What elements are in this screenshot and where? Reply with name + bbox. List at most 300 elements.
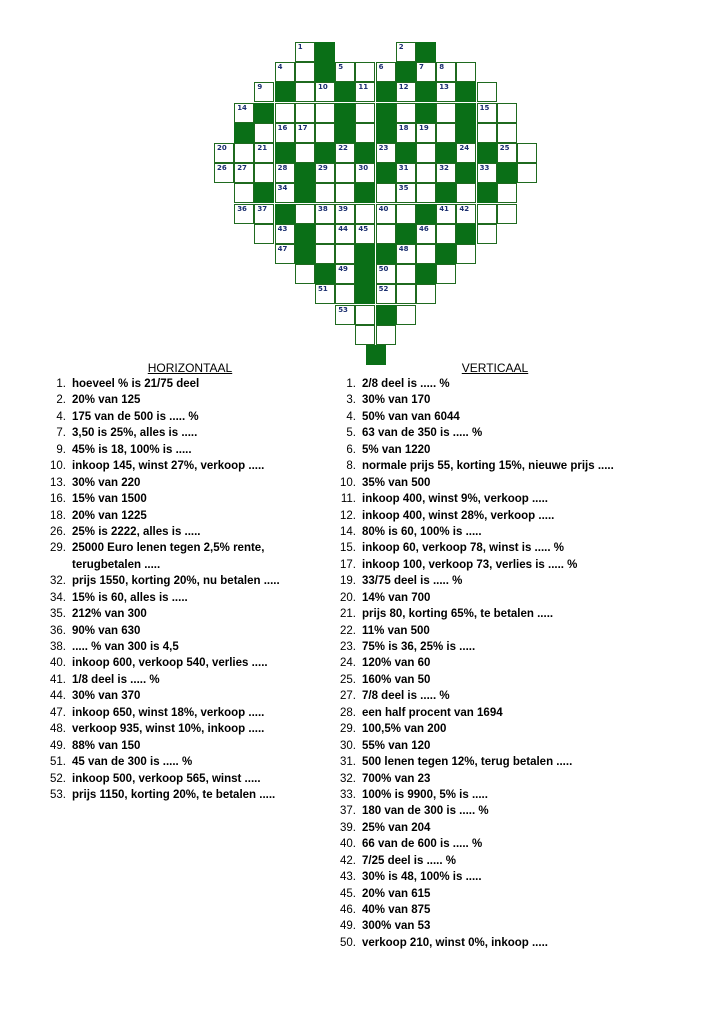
clue-item (40, 508, 340, 524)
grid-cell-number: 6 (378, 63, 384, 72)
grid-cell[interactable] (396, 264, 416, 284)
clue-number: 35. (50, 608, 66, 621)
grid-cell[interactable] (315, 163, 335, 183)
clue-item (330, 655, 660, 671)
grid-cell-number: 7 (419, 63, 424, 72)
grid-cell[interactable] (275, 244, 295, 264)
grid-black-cell (376, 163, 396, 183)
grid-cell-number: 8 (439, 63, 445, 72)
grid-cell[interactable] (497, 204, 517, 224)
clue-number: 37. (340, 805, 356, 818)
clue-text: 100,5% van 200 (362, 723, 447, 736)
grid-black-cell (254, 183, 274, 203)
grid-cell-number: 30 (358, 164, 369, 173)
grid-black-cell (416, 264, 436, 284)
grid-cell[interactable] (295, 204, 315, 224)
grid-cell[interactable] (315, 103, 335, 123)
clue-item (40, 705, 340, 721)
grid-cell[interactable] (275, 163, 295, 183)
grid-cell[interactable] (416, 123, 436, 143)
grid-cell[interactable] (355, 204, 375, 224)
clue-text: 300% van 53 (362, 920, 431, 933)
clue-item (330, 820, 660, 836)
clue-item (330, 918, 660, 934)
grid-cell[interactable] (456, 204, 476, 224)
clue-number: 45. (340, 887, 356, 900)
grid-cell[interactable] (234, 103, 254, 123)
clue-text: 11% van 500 (362, 624, 430, 637)
grid-cell[interactable] (234, 163, 254, 183)
clue-text: 25000 Euro lenen tegen 2,5% rente, (72, 542, 265, 555)
grid-black-cell (396, 143, 416, 163)
clue-number: 1. (56, 378, 66, 390)
grid-cell[interactable] (376, 143, 396, 163)
clue-number: 28. (340, 706, 356, 719)
clue-item (40, 409, 340, 425)
clue-number: 2. (56, 394, 66, 407)
grid-cell-number: 15 (479, 103, 490, 112)
clue-number: 48. (50, 723, 66, 736)
grid-cell[interactable] (275, 183, 295, 203)
clue-number: 14. (340, 525, 356, 538)
clue-number: 29. (340, 723, 356, 736)
grid-black-cell (295, 183, 315, 203)
clue-text: inkoop 600, verkoop 540, verlies ..... (72, 657, 268, 670)
clue-text: 120% van 60 (362, 657, 431, 670)
grid-cell[interactable] (275, 103, 295, 123)
clue-number: 38. (50, 641, 66, 653)
clue-text: 30% van 220 (72, 476, 141, 489)
grid-cell[interactable] (315, 224, 335, 244)
grid-cell-number: 27 (237, 164, 247, 173)
clue-item (330, 623, 660, 639)
clue-item (330, 836, 660, 852)
grid-black-cell (416, 103, 436, 123)
grid-cell[interactable] (295, 123, 315, 143)
grid-cell[interactable] (456, 143, 476, 163)
clue-item (330, 886, 660, 902)
clue-text: prijs 1550, korting 20%, nu betalen ..... (72, 575, 280, 588)
crossword-grid (0, 0, 728, 360)
grid-cell[interactable] (477, 82, 497, 102)
clue-text: 30% van 170 (362, 394, 431, 407)
clue-item (40, 787, 340, 803)
clue-text: verkoop 210, winst 0%, inkoop ..... (362, 936, 548, 949)
clue-item (330, 475, 660, 491)
clue-item (330, 721, 660, 737)
grid-black-cell (396, 224, 416, 244)
grid-cell-number: 20 (217, 144, 227, 152)
grid-cell-number: 42 (459, 204, 470, 213)
clue-number: 30. (340, 739, 356, 752)
grid-cell[interactable] (355, 305, 375, 325)
grid-cell[interactable] (295, 264, 315, 284)
clue-number: 5. (346, 427, 356, 440)
clue-item (40, 425, 340, 441)
clue-number: 10. (50, 460, 66, 473)
grid-cell[interactable] (416, 224, 436, 244)
grid-cell-number: 34 (277, 184, 288, 193)
grid-cell[interactable] (436, 82, 456, 102)
clue-text: normale prijs 55, korting 15%, nieuwe prijs ..... (362, 460, 614, 473)
grid-cell[interactable] (355, 103, 375, 123)
grid-cell-number: 43 (277, 224, 288, 233)
grid-cell[interactable] (315, 82, 335, 102)
grid-cell[interactable] (436, 103, 456, 123)
grid-cell[interactable] (315, 284, 335, 304)
clue-number: 40. (50, 657, 66, 670)
grid-cell[interactable] (396, 103, 416, 123)
clue-item (330, 491, 660, 507)
clue-text: 1/8 deel is ..... % (72, 673, 160, 686)
grid-cell[interactable] (295, 103, 315, 123)
clue-item (330, 771, 660, 787)
grid-cell-number: 36 (237, 204, 247, 213)
clue-text: 50% van van 6044 (362, 410, 460, 423)
clue-item (330, 376, 660, 392)
grid-cell[interactable] (396, 305, 416, 325)
grid-cell[interactable] (396, 42, 416, 62)
clue-number: 18. (50, 509, 66, 522)
verticaal-heading: VERTICAAL (461, 361, 529, 375)
clue-item (330, 639, 660, 655)
grid-cell[interactable] (416, 244, 436, 264)
horizontaal-column (40, 360, 340, 803)
grid-cell-number: 21 (257, 144, 268, 152)
clue-number: 6. (346, 443, 356, 456)
grid-cell[interactable] (355, 325, 375, 345)
grid-black-cell (315, 143, 335, 163)
clue-number: 41. (50, 673, 66, 686)
grid-cell[interactable] (456, 62, 476, 82)
clue-number: 39. (340, 821, 356, 834)
clue-item (40, 623, 340, 639)
grid-cell[interactable] (376, 204, 396, 224)
grid-cell-number: 40 (378, 204, 389, 213)
grid-cell[interactable] (335, 204, 355, 224)
grid-cell[interactable] (254, 123, 274, 143)
clue-item (40, 738, 340, 754)
clue-number: 3. (346, 394, 356, 407)
grid-cell[interactable] (234, 183, 254, 203)
grid-black-cell (355, 183, 375, 203)
grid-cell-number: 11 (358, 83, 369, 92)
clue-number: 34. (50, 591, 66, 604)
grid-cell[interactable] (396, 183, 416, 203)
grid-cell[interactable] (416, 284, 436, 304)
grid-cell-number: 25 (499, 144, 510, 152)
clue-number: 44. (50, 690, 66, 703)
grid-black-cell (436, 244, 456, 264)
grid-cell-number: 32 (439, 164, 449, 173)
clue-item (330, 557, 660, 573)
clue-text: 40% van 875 (362, 904, 431, 916)
grid-black-cell (335, 123, 355, 143)
grid-cell-number: 19 (419, 123, 429, 132)
grid-cell[interactable] (436, 224, 456, 244)
clue-text: 14% van 700 (362, 591, 431, 604)
grid-black-cell (234, 123, 254, 143)
grid-cell-number: 41 (439, 204, 449, 213)
grid-cell[interactable] (315, 204, 335, 224)
grid-black-cell (376, 103, 396, 123)
grid-black-cell (295, 224, 315, 244)
grid-cell[interactable] (214, 163, 234, 183)
grid-cell[interactable] (275, 123, 295, 143)
grid-cell[interactable] (497, 183, 517, 203)
clue-number: 23. (340, 641, 356, 653)
grid-cell-number: 23 (378, 144, 389, 152)
verticaal-column (330, 360, 660, 951)
clue-number: 42. (340, 854, 356, 867)
clue-number: 32. (50, 575, 66, 588)
grid-cell[interactable] (234, 204, 254, 224)
grid-black-cell (376, 82, 396, 102)
grid-cell[interactable] (376, 224, 396, 244)
grid-cell[interactable] (275, 224, 295, 244)
clue-number: 50. (340, 936, 356, 949)
grid-cell-number: 33 (479, 164, 490, 173)
grid-cell[interactable] (477, 123, 497, 143)
grid-cell-number: 53 (338, 305, 348, 314)
grid-cell-number: 47 (277, 245, 288, 253)
clue-item (40, 475, 340, 491)
grid-cell[interactable] (295, 62, 315, 82)
clue-text: 160% van 50 (362, 673, 431, 686)
clue-number: 1. (346, 378, 356, 390)
grid-cell-number: 9 (257, 83, 263, 92)
grid-cell[interactable] (396, 244, 416, 264)
grid-black-cell (355, 244, 375, 264)
clue-number: 17. (340, 558, 356, 571)
grid-cell[interactable] (416, 183, 436, 203)
grid-cell-number: 50 (378, 265, 389, 274)
grid-cell[interactable] (436, 163, 456, 183)
clue-text: terugbetalen ..... (72, 558, 161, 571)
grid-cell[interactable] (295, 143, 315, 163)
grid-cell[interactable] (396, 163, 416, 183)
grid-cell[interactable] (396, 123, 416, 143)
grid-cell[interactable] (376, 183, 396, 203)
clue-text: 212% van 300 (72, 608, 147, 621)
grid-black-cell (416, 82, 436, 102)
grid-cell[interactable] (396, 284, 416, 304)
grid-cell[interactable] (436, 123, 456, 143)
clue-text: 7/25 deel is ..... % (362, 854, 456, 867)
horizontaal-heading: HORIZONTAAL (147, 361, 233, 375)
grid-cell-number: 39 (338, 204, 348, 213)
grid-cell[interactable] (355, 224, 375, 244)
grid-cell[interactable] (517, 143, 537, 163)
clue-text: inkoop 400, winst 9%, verkoop ..... (362, 493, 548, 506)
grid-black-cell (275, 82, 295, 102)
grid-cell[interactable] (436, 62, 456, 82)
grid-cell[interactable] (497, 143, 517, 163)
grid-black-cell (295, 163, 315, 183)
clue-text: 180 van de 300 is ..... % (362, 805, 489, 818)
grid-cell[interactable] (456, 244, 476, 264)
grid-cell[interactable] (396, 204, 416, 224)
grid-cell[interactable] (335, 264, 355, 284)
grid-cell[interactable] (275, 62, 295, 82)
clue-item (330, 754, 660, 770)
grid-cell[interactable] (477, 224, 497, 244)
grid-cell[interactable] (436, 264, 456, 284)
clue-text: 63 van de 350 is ..... % (362, 427, 483, 440)
clue-number: 31. (340, 756, 356, 769)
grid-cell[interactable] (416, 62, 436, 82)
clue-text: inkoop 400, winst 28%, verkoop ..... (362, 509, 555, 522)
grid-cell[interactable] (254, 163, 274, 183)
clue-number: 21. (340, 608, 356, 621)
grid-cell[interactable] (355, 62, 375, 82)
grid-cell[interactable] (315, 244, 335, 264)
clue-number: 46. (340, 904, 356, 916)
grid-cell[interactable] (517, 163, 537, 183)
grid-cell[interactable] (416, 143, 436, 163)
grid-cell[interactable] (396, 82, 416, 102)
grid-cell-number: 5 (338, 63, 344, 72)
grid-black-cell (456, 163, 476, 183)
clue-text: 30% van 370 (72, 690, 141, 703)
clue-item (330, 392, 660, 408)
grid-cell-number: 37 (257, 204, 268, 213)
grid-cell[interactable] (315, 183, 335, 203)
grid-cell[interactable] (497, 123, 517, 143)
clue-item (330, 590, 660, 606)
grid-cell[interactable] (416, 163, 436, 183)
grid-cell[interactable] (254, 224, 274, 244)
clue-text: 175 van de 500 is ..... % (72, 410, 199, 423)
grid-black-cell (376, 305, 396, 325)
clue-text: 25% van 204 (362, 821, 431, 834)
grid-cell[interactable] (355, 123, 375, 143)
clue-text: 90% van 630 (72, 624, 141, 637)
clue-text: 55% van 120 (362, 739, 431, 752)
grid-cell[interactable] (335, 305, 355, 325)
clue-text: 80% is 60, 100% is ..... (362, 525, 482, 538)
clue-number: 11. (340, 493, 356, 506)
grid-cell[interactable] (254, 143, 274, 163)
grid-cell[interactable] (295, 82, 315, 102)
grid-black-cell (416, 42, 436, 62)
grid-cell[interactable] (477, 103, 497, 123)
grid-cell-number: 2 (398, 43, 404, 51)
grid-black-cell (396, 62, 416, 82)
grid-cell[interactable] (254, 82, 274, 102)
grid-cell-number: 24 (459, 144, 470, 152)
grid-cell-number: 29 (318, 164, 328, 173)
clue-number: 52. (50, 772, 66, 785)
grid-cell-number: 44 (338, 224, 348, 233)
clue-number: 36. (50, 624, 66, 637)
grid-cell[interactable] (456, 183, 476, 203)
grid-cell-number: 28 (277, 164, 288, 173)
clue-item (330, 425, 660, 441)
clue-text: inkoop 145, winst 27%, verkoop ..... (72, 460, 265, 473)
clue-text: 700% van 23 (362, 772, 431, 785)
clue-text: 30% is 48, 100% is ..... (362, 871, 482, 884)
clue-item (330, 738, 660, 754)
grid-cell[interactable] (477, 204, 497, 224)
grid-cell[interactable] (335, 62, 355, 82)
grid-cell[interactable] (436, 204, 456, 224)
clue-item (40, 606, 340, 622)
grid-cell[interactable] (477, 163, 497, 183)
grid-cell-number: 31 (398, 164, 409, 173)
grid-cell[interactable] (335, 163, 355, 183)
grid-cell[interactable] (335, 143, 355, 163)
clue-number: 4. (346, 410, 356, 423)
grid-cell-number: 38 (318, 204, 328, 213)
clue-item (330, 787, 660, 803)
clue-text: 5% van 1220 (362, 443, 431, 456)
clue-item (40, 721, 340, 737)
grid-cell[interactable] (335, 244, 355, 264)
grid-cell[interactable] (315, 123, 335, 143)
grid-cell[interactable] (355, 82, 375, 102)
clue-item (330, 409, 660, 425)
clue-number: 26. (50, 525, 66, 538)
grid-black-cell (416, 204, 436, 224)
grid-cell[interactable] (295, 42, 315, 62)
clue-item (330, 688, 660, 704)
grid-black-cell (436, 143, 456, 163)
grid-cell-number: 13 (439, 83, 449, 92)
clue-item (330, 606, 660, 622)
grid-cell-number: 35 (398, 184, 409, 193)
clue-item (40, 540, 340, 556)
grid-cell[interactable] (497, 103, 517, 123)
clue-number: 7. (56, 427, 66, 440)
grid-cell[interactable] (376, 284, 396, 304)
clue-item (330, 540, 660, 556)
grid-cell[interactable] (376, 62, 396, 82)
clue-text: prijs 1150, korting 20%, te betalen ..... (72, 788, 276, 801)
grid-cell[interactable] (335, 183, 355, 203)
grid-cell-number: 1 (297, 43, 303, 51)
grid-cell[interactable] (234, 143, 254, 163)
grid-cell[interactable] (214, 143, 234, 163)
grid-cell[interactable] (335, 284, 355, 304)
grid-black-cell (315, 62, 335, 82)
grid-cell[interactable] (254, 204, 274, 224)
clue-item (40, 392, 340, 408)
clue-number: 49. (50, 739, 66, 752)
grid-black-cell (315, 264, 335, 284)
grid-cell[interactable] (376, 325, 396, 345)
grid-black-cell (376, 244, 396, 264)
clue-text: 20% van 1225 (72, 509, 147, 522)
clue-number: 49. (340, 920, 356, 933)
clue-text: inkoop 100, verkoop 73, verlies is ..... % (362, 558, 578, 571)
grid-cell[interactable] (376, 264, 396, 284)
grid-cell-number: 4 (277, 63, 283, 72)
clue-number: 27. (340, 690, 356, 703)
grid-black-cell (275, 204, 295, 224)
grid-black-cell (456, 103, 476, 123)
clue-number: 24. (340, 657, 356, 670)
grid-cell-number: 17 (297, 123, 308, 132)
grid-cell[interactable] (355, 163, 375, 183)
grid-cell[interactable] (335, 224, 355, 244)
clue-text: 45% is 18, 100% is ..... (72, 443, 192, 456)
grid-black-cell (456, 82, 476, 102)
clue-number: 32. (340, 772, 356, 785)
horizontaal-clue-list (40, 376, 340, 803)
grid-black-cell (315, 42, 335, 62)
clue-item (40, 557, 340, 573)
